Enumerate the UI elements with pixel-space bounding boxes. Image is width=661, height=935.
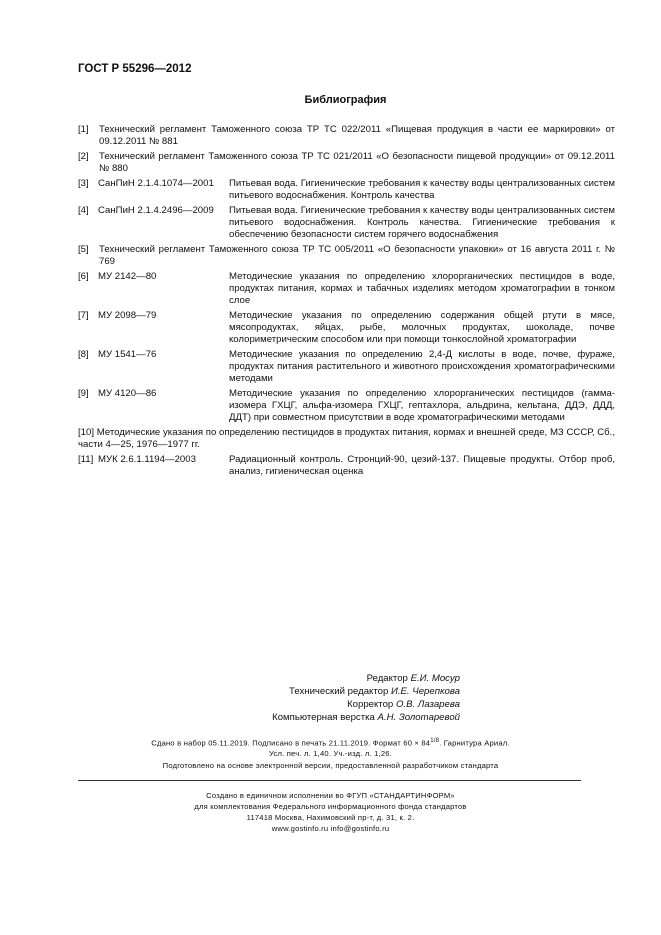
bib-entry-text: Методические указания по определению хлорорганических пестицидов (гамма-изомера ГХЦГ, альфа-изомера ГХЦГ, гептахлора, альдрина, кельтана, ДДЭ, ДДД, ДДТ) при совместном присутствии в воде хроматографическими методами <box>229 388 615 423</box>
credit-role: Компьютерная верстка <box>272 712 375 723</box>
page-title: Библиография <box>304 94 387 106</box>
bib-entry-text: Технический регламент Таможенного союза ТР ТС 021/2011 «О безопасности пищевой продукции» от 09.12.2011 № 880 <box>99 151 615 174</box>
bib-entry-number: [4] <box>78 205 89 216</box>
bib-entry-text: Радиационный контроль. Стронций-90, цезий-137. Пищевые продукты. Отбор проб, анализ, гигиеническая оценка <box>229 454 615 477</box>
bib-entry-number: [1] <box>78 124 89 135</box>
credit-line <box>230 685 460 698</box>
bib-entry-number: [9] <box>78 388 89 399</box>
bib-entry-number: [6] <box>78 271 89 282</box>
bib-entry-number: [10] <box>78 427 95 438</box>
bib-entry-code: МУ 2142—80 <box>98 271 157 282</box>
divider <box>78 780 581 781</box>
bib-entry-code: СанПиН 2.1.4.1074—2001 <box>98 178 214 189</box>
bib-entry-text: Технический регламент Таможенного союза ТР ТС 022/2011 «Пищевая продукция в части ее маркировки» от 09.12.2011 № 881 <box>99 124 615 147</box>
bib-entry-text: Питьевая вода. Гигиенические требования к качеству воды централизованных систем питьевого водоснабжения. Контроль качества. Гигиенические требования к обеспечению безопасности систем горячего водоснабжения <box>229 205 615 240</box>
bib-entry-code: МУ 4120—86 <box>98 388 157 399</box>
bib-entry <box>78 310 615 346</box>
bib-entry <box>78 244 615 268</box>
imprint-line-1 <box>0 736 661 749</box>
standard-number: ГОСТ Р 55296—2012 <box>78 63 192 75</box>
bib-entry-text: Методические указания по определению 2,4-Д кислоты в воде, почве, фураже, продуктах питания растительного и животного происхождения хроматографическими методами <box>229 349 615 384</box>
bib-entry <box>78 178 615 202</box>
bib-entry-code: МУК 2.6.1.1194—2003 <box>98 454 196 465</box>
bib-entry-text: Методические указания по определению хлорорганических пестицидов в воде, продуктах питания, кормах и табачных изделиях методом хроматографии в тонком слое <box>229 271 615 306</box>
credit-role: Редактор <box>366 673 408 684</box>
imprint-line-2: Усл. печ. л. 1,40. Уч.-изд. л. 1,26. <box>268 749 393 758</box>
bib-entry <box>78 205 615 241</box>
credit-name: Е.И. Мосур <box>410 673 460 684</box>
bib-entry-number: [2] <box>78 151 89 162</box>
bib-entry-code: МУ 1541—76 <box>98 349 157 360</box>
bibliography-list <box>78 124 615 481</box>
credit-role: Корректор <box>347 699 394 710</box>
credit-line <box>230 672 460 685</box>
bib-entry-text: Методические указания по определению содержания общей ртути в мясе, мясопродуктах, яйцах, рыбе, молочных продуктах, шоколаде, почве колориметрическим способом или при помощи тонкослойной хроматографии <box>229 310 615 345</box>
publisher-line-1: Создано в единичном исполнении во ФГУП «СТАНДАРТИНФОРМ» <box>206 791 455 800</box>
format-fraction: 1/8 <box>430 738 440 744</box>
bib-entry-text <box>78 427 615 451</box>
bib-entry <box>78 427 615 451</box>
bib-entry <box>78 454 615 478</box>
bib-entry <box>78 124 615 148</box>
imprint-text-end: . Гарнитура Ариал. <box>439 738 510 748</box>
credit-name: А.Н. Золотаревой <box>377 712 460 723</box>
bib-entry <box>78 349 615 385</box>
imprint-text: Сдано в набор 05.11.2019. Подписано в печать 21.11.2019. Формат 60 × 84 <box>151 738 431 748</box>
bib-entry <box>78 151 615 175</box>
credit-line <box>230 711 460 724</box>
credit-name: О.В. Лазарева <box>395 699 460 710</box>
credits <box>230 672 460 724</box>
imprint-line-3: Подготовлено на основе электронной версии, предоставленной разработчиком стандарта <box>162 761 499 770</box>
bib-entry <box>78 388 615 424</box>
credit-line <box>230 698 460 711</box>
bib-entry-number: [3] <box>78 178 89 189</box>
bib-entry-code: СанПиН 2.1.4.2496—2009 <box>98 205 214 216</box>
bib-entry-body: Методические указания по определению пестицидов в продуктах питания, кормах и внешней среде, МЗ СССР, Сб., части 4—25, 1976—1977 гг. <box>78 427 615 450</box>
bib-entry-number: [7] <box>78 310 89 321</box>
credit-name: И.Е. Черепкова <box>390 686 460 697</box>
bib-entry-text: Технический регламент Таможенного союза ТР ТС 005/2011 «О безопасности упаковки» от 16 августа 2011 г. № 769 <box>99 244 615 267</box>
publisher-line-3: 117418 Москва, Нахимовский пр-т, д. 31, к. 2. <box>246 813 415 822</box>
bib-entry-code: МУ 2098—79 <box>98 310 157 321</box>
credit-role: Технический редактор <box>289 686 389 697</box>
bib-entry-number: [11] <box>78 454 94 465</box>
bib-entry-number: [5] <box>78 244 89 255</box>
bib-entry-number: [8] <box>78 349 89 360</box>
publisher-contacts: www.gostinfo.ru info@gostinfo.ru <box>271 824 390 833</box>
bib-entry-text: Питьевая вода. Гигиенические требования к качеству воды централизованных систем питьевого водоснабжения. Контроль качества <box>229 178 615 201</box>
bib-entry <box>78 271 615 307</box>
publisher-line-2: для комплектования Федерального информационного фонда стандартов <box>194 802 467 811</box>
